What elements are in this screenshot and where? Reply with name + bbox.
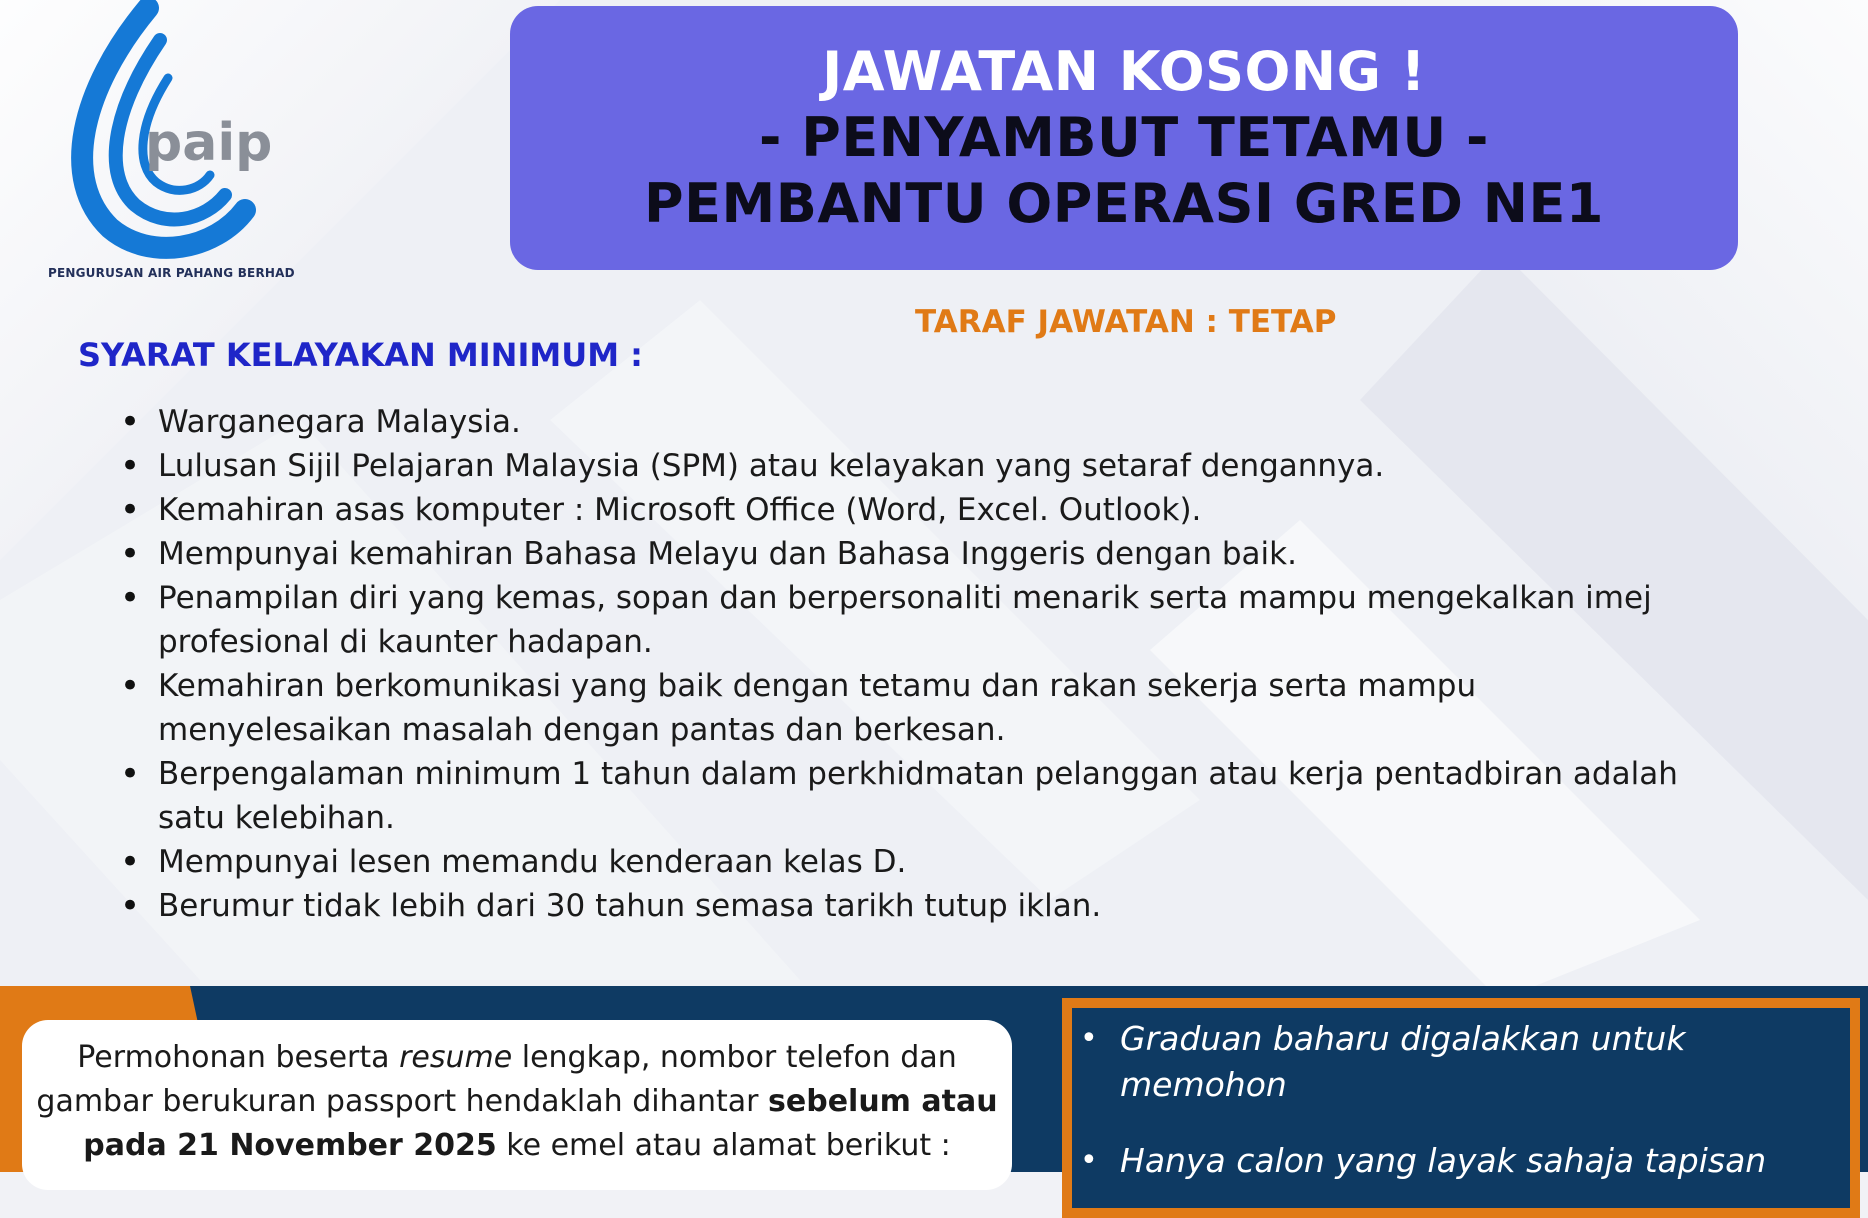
note-item xyxy=(1080,1016,1820,1108)
note-text: Hanya calon yang layak sahaja tapisan xyxy=(1120,1141,1767,1180)
bullet-icon: • xyxy=(120,534,141,574)
bullet-icon: • xyxy=(120,490,141,530)
header-grade: PEMBANTU OPERASI GRED NE1 xyxy=(644,172,1604,235)
application-deadline: sebelum atau pada 21 November 2025 xyxy=(83,1084,998,1163)
bullet-icon: • xyxy=(120,446,141,486)
requirement-text: Lulusan Sijil Pelajaran Malaysia (SPM) atau kelayakan yang setaraf dengannya. xyxy=(158,448,1385,484)
bullet-icon: • xyxy=(120,578,141,618)
requirement-item xyxy=(120,664,1680,752)
requirements-list xyxy=(120,400,1680,928)
requirement-item xyxy=(120,884,1680,928)
logo-caption: PENGURUSAN AIR PAHANG BERHAD xyxy=(48,266,295,280)
requirement-item xyxy=(120,488,1680,532)
bullet-icon: • xyxy=(120,886,141,926)
application-resume: resume xyxy=(399,1040,513,1075)
bullet-icon: • xyxy=(1080,1021,1098,1056)
requirement-text: Penampilan diri yang kemas, sopan dan berpersonaliti menarik serta mampu mengekalkan imej profesional di kaunter hadapan. xyxy=(158,580,1652,660)
header-title: JAWATAN KOSONG ! xyxy=(822,40,1426,103)
requirement-item xyxy=(120,444,1680,488)
header-position: - PENYAMBUT TETAMU - xyxy=(759,106,1489,169)
note-text: Graduan baharu digalakkan untuk memohon xyxy=(1120,1019,1686,1104)
requirement-text: Mempunyai lesen memandu kenderaan kelas D. xyxy=(158,844,907,880)
requirement-text: Berpengalaman minimum 1 tahun dalam perkhidmatan pelanggan atau kerja pentadbiran adalah satu kelebihan. xyxy=(158,756,1678,836)
requirement-text: Mempunyai kemahiran Bahasa Melayu dan Bahasa Inggeris dengan baik. xyxy=(158,536,1297,572)
requirement-text: Kemahiran asas komputer : Microsoft Office (Word, Excel. Outlook). xyxy=(158,492,1202,528)
application-part2: lengkap, nombor telefon dan gambar berukuran passport hendaklah dihantar xyxy=(36,1040,957,1119)
svg-text:paip: paip xyxy=(145,113,273,173)
bullet-icon: • xyxy=(120,842,141,882)
notes-list xyxy=(1080,1016,1820,1214)
bullet-icon: • xyxy=(120,754,141,794)
requirements-heading: SYARAT KELAYAKAN MINIMUM : xyxy=(78,336,643,374)
application-part1: Permohonan beserta xyxy=(77,1040,400,1075)
note-item xyxy=(1080,1138,1820,1184)
bullet-icon: • xyxy=(120,402,141,442)
requirement-text: Berumur tidak lebih dari 30 tahun semasa tarikh tutup iklan. xyxy=(158,888,1102,924)
bullet-icon: • xyxy=(1080,1143,1098,1178)
requirement-item xyxy=(120,840,1680,884)
requirement-item xyxy=(120,576,1680,664)
application-part3: ke emel atau alamat berikut : xyxy=(496,1128,951,1163)
requirement-text: Warganegara Malaysia. xyxy=(158,404,521,440)
application-text xyxy=(22,1036,1012,1168)
paip-logo xyxy=(40,0,290,290)
requirement-item xyxy=(120,400,1680,444)
requirement-item xyxy=(120,532,1680,576)
bullet-icon: • xyxy=(120,666,141,706)
job-status: TARAF JAWATAN : TETAP xyxy=(915,304,1337,340)
requirement-text: Kemahiran berkomunikasi yang baik dengan tetamu dan rakan sekerja serta mampu menyelesaikan masalah dengan pantas dan berkesan. xyxy=(158,668,1477,748)
header-banner xyxy=(510,6,1738,270)
requirement-item xyxy=(120,752,1680,840)
